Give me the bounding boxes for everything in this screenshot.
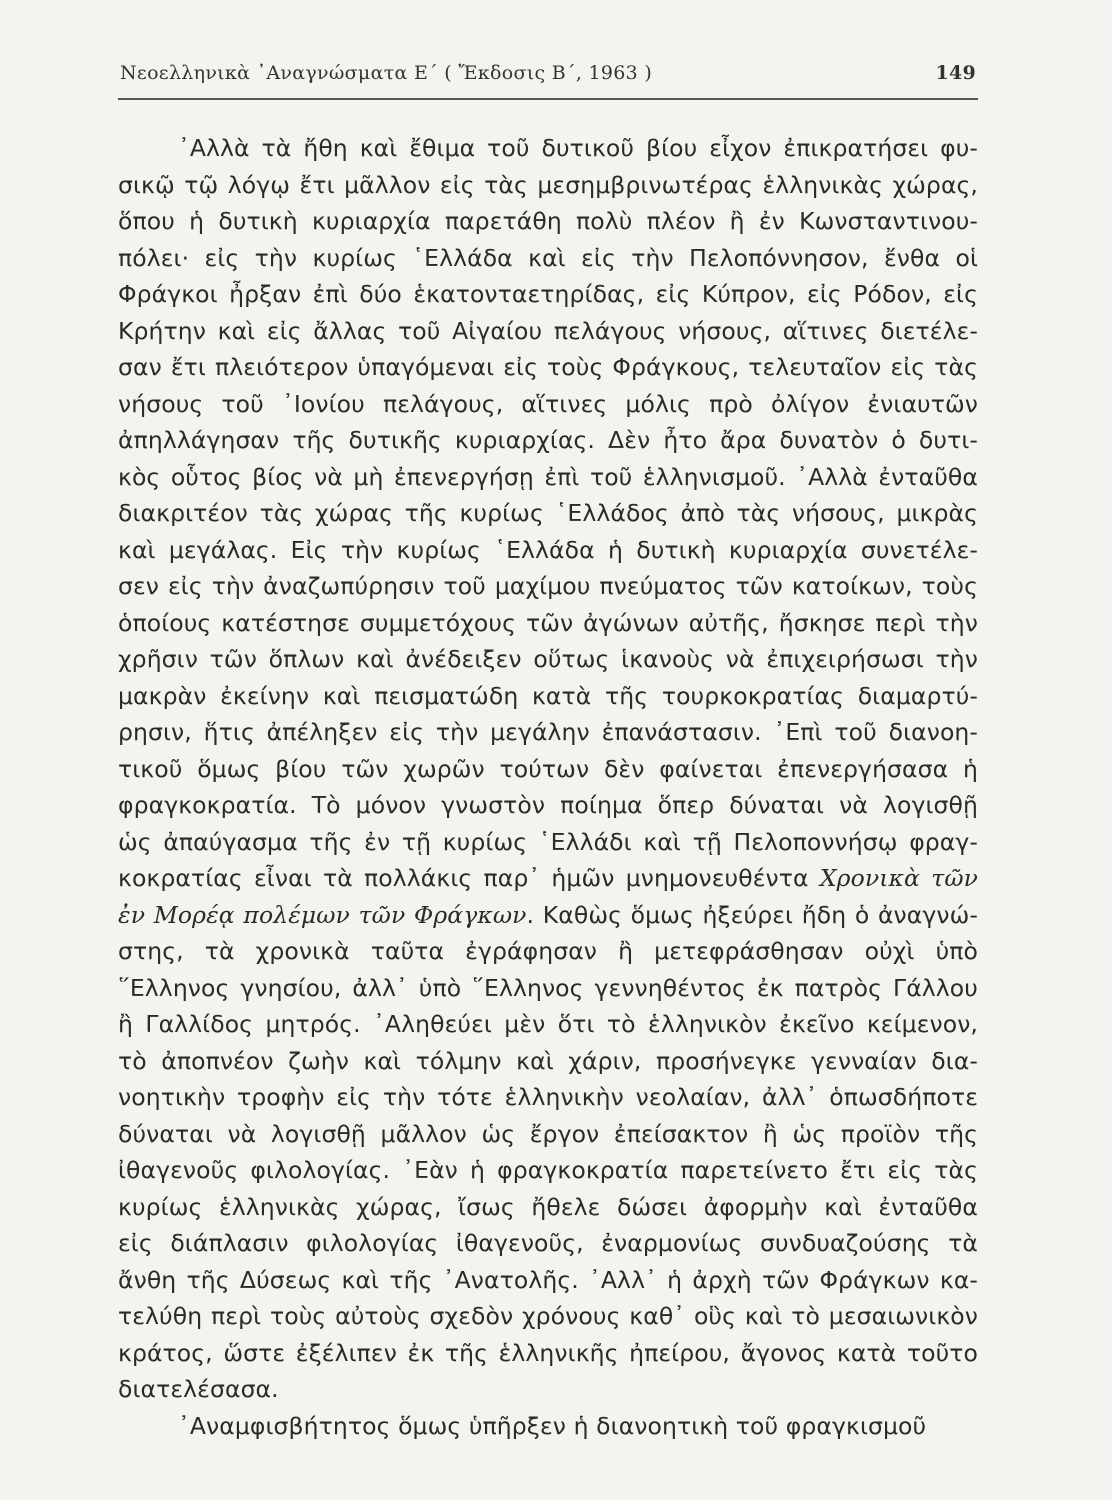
header-rule: [118, 98, 978, 100]
text-line: Κρήτην καὶ εἰς ἄλλας τοῦ Αἰγαίου πελάγους νήσους, αἵτινες διετέλε-: [118, 316, 978, 345]
text-line: διατελέσασα.: [118, 1375, 279, 1403]
text-line: ρησιν, ἥτις ἀπέληξεν εἰς τὴν μεγάλην ἐπανάστασιν. ᾿Επὶ τοῦ διανοη-: [118, 718, 978, 746]
text-line: ἀπηλλάγησαν τῆς δυτικῆς κυριαρχίας. Δὲν ἦτο ἄρα δυνατὸν ὁ δυτι-: [118, 426, 978, 454]
text-line: ῞Ελληνος γνησίου, ἀλλ᾿ ὑπὸ ῞Ελληνος γεννηθέντος ἐκ πατρὸς Γάλλου: [118, 973, 978, 1002]
italic-title: Χρονικὰ τῶν: [819, 864, 978, 892]
text-line: τὸ ἀποπνέον ζωὴν καὶ τόλμην καὶ χάριν, προσήνεγκε γενναίαν δια-: [118, 1046, 978, 1075]
text-line: δύναται νὰ λογισθῇ μᾶλλον ὡς ἔργον ἐπείσακτον ἢ ὡς προϊὸν τῆς: [118, 1119, 978, 1148]
text-line: νοητικὴν τροφὴν εἰς τὴν τότε ἑλληνικὴν νεολαίαν, ἀλλ᾿ ὁπωσδήποτε: [118, 1083, 978, 1111]
text-line: πόλει· εἰς τὴν κυρίως ῾Ελλάδα καὶ εἰς τὴν Πελοπόννησον, ἔνθα οἱ: [118, 243, 978, 272]
italic-title: ἐν Μορέᾳ πολέμων τῶν Φράγκων: [118, 900, 527, 929]
text-line: κυρίως ἑλληνικὰς χώρας, ἴσως ἤθελε δώσει ἀφορμὴν καὶ ἐνταῦθα: [118, 1192, 978, 1221]
text-line: καὶ μεγάλας. Εἰς τὴν κυρίως ῾Ελλάδα ἡ δυτικὴ κυριαρχία συνετέλε-: [118, 535, 978, 564]
text-line: ᾿Αναμφισβήτητος ὅμως ὑπῆρξεν ἡ διανοητικὴ τοῦ φραγκισμοῦ: [178, 1411, 927, 1440]
text-line: εἰς διάπλασιν φιλολογίας ἰθαγενοῦς, ἐναρμονίως συνδυαζούσης τὰ: [118, 1229, 978, 1257]
page-number: 149: [935, 62, 976, 84]
text-line: ὁποίους κατέστησε συμμετόχους τῶν ἀγώνων αὐτῆς, ἤσκησε περὶ τὴν: [118, 608, 978, 637]
body-text: [118, 130, 978, 1444]
text-line: ἄνθη τῆς Δύσεως καὶ τῆς ᾿Ανατολῆς. ᾿Αλλ᾿ ἡ ἀρχὴ τῶν Φράγκων κα-: [118, 1265, 978, 1294]
text-line: σαν ἔτι πλειότερον ὑπαγόμεναι εἰς τοὺς Φράγκους, τελευταῖον εἰς τὰς: [118, 353, 978, 381]
text-line: κὸς οὗτος βίος νὰ μὴ ἐπενεργήσῃ ἐπὶ τοῦ ἑλληνισμοῦ. ᾿Αλλὰ ἐνταῦθα: [118, 462, 978, 491]
text-segment: . Καθὼς ὅμως ἠξεύρει ἤδη ὁ ἀναγνώ-: [526, 900, 978, 929]
text-line: σικῷ τῷ λόγῳ ἔτι μᾶλλον εἰς τὰς μεσημβρινωτέρας ἑλληνικὰς χώρας,: [118, 170, 978, 199]
text-line: στης, τὰ χρονικὰ ταῦτα ἐγράφησαν ἢ μετεφράσθησαν οὐχὶ ὑπὸ: [118, 937, 978, 965]
text-line-with-italic: [118, 897, 978, 934]
text-line: νήσους τοῦ ᾿Ιονίου πελάγους, αἵτινες μόλις πρὸ ὀλίγον ἐνιαυτῶν: [118, 389, 978, 418]
text-line-with-italic: [118, 860, 978, 897]
text-line: ἰθαγενοῦς φιλολογίας. ᾿Εὰν ἡ φραγκοκρατία παρετείνετο ἔτι εἰς τὰς: [118, 1156, 978, 1184]
text-line: ᾿Αλλὰ τὰ ἤθη καὶ ἔθιμα τοῦ δυτικοῦ βίου εἶχον ἐπικρατήσει φυ-: [178, 134, 978, 162]
text-line: τικοῦ ὅμως βίου τῶν χωρῶν τούτων δὲν φαίνεται ἐπενεργήσασα ἡ: [118, 754, 978, 783]
text-line: κράτος, ὥστε ἐξέλιπεν ἐκ τῆς ἑλληνικῆς ἠπείρου, ἄγονος κατὰ τοῦτο: [118, 1338, 978, 1367]
text-line: ἢ Γαλλίδος μητρός. ᾿Αληθεύει μὲν ὅτι τὸ ἑλληνικὸν ἐκεῖνο κείμενον,: [118, 1010, 978, 1038]
text-line: διακριτέον τὰς χώρας τῆς κυρίως ῾Ελλάδος ἀπὸ τὰς νήσους, μικρὰς: [118, 499, 978, 527]
text-line: ὡς ἀπαύγασμα τῆς ἐν τῇ κυρίως ῾Ελλάδι καὶ τῇ Πελοποννήσῳ φραγ-: [118, 827, 978, 856]
text-line: χρῆσιν τῶν ὅπλων καὶ ἀνέδειξεν οὕτως ἱκανοὺς νὰ ἐπιχειρήσωσι τὴν: [118, 645, 978, 673]
text-segment: κοκρατίας εἶναι τὰ πολλάκις παρ᾿ ἡμῶν μνημονευθέντα: [118, 864, 820, 892]
text-line: φραγκοκρατία. Τὸ μόνον γνωστὸν ποίημα ὅπερ δύναται νὰ λογισθῇ: [118, 791, 978, 819]
text-line: σεν εἰς τὴν ἀναζωπύρησιν τοῦ μαχίμου πνεύματος τῶν κατοίκων, τοὺς: [118, 572, 978, 600]
running-head-title: Νεοελληνικὰ ᾿Αναγνώσματα Ε΄ ( Ἔκδοσις Β΄, 1963 ): [120, 62, 653, 84]
text-line: ὅπου ἡ δυτικὴ κυριαρχία παρετάθη πολὺ πλέον ἢ ἐν Κωνσταντινου-: [118, 207, 978, 235]
running-head: [120, 62, 978, 92]
text-line: Φράγκοι ἦρξαν ἐπὶ δύο ἑκατονταετηρίδας, εἰς Κύπρον, εἰς Ρόδον, εἰς: [118, 280, 978, 308]
text-line: μακρὰν ἐκείνην καὶ πεισματώδη κατὰ τῆς τουρκοκρατίας διαμαρτύ-: [118, 681, 978, 710]
text-line: τελύθη περὶ τοὺς αὐτοὺς σχεδὸν χρόνους καθ᾿ οὓς καὶ τὸ μεσαιωνικὸν: [118, 1302, 978, 1330]
